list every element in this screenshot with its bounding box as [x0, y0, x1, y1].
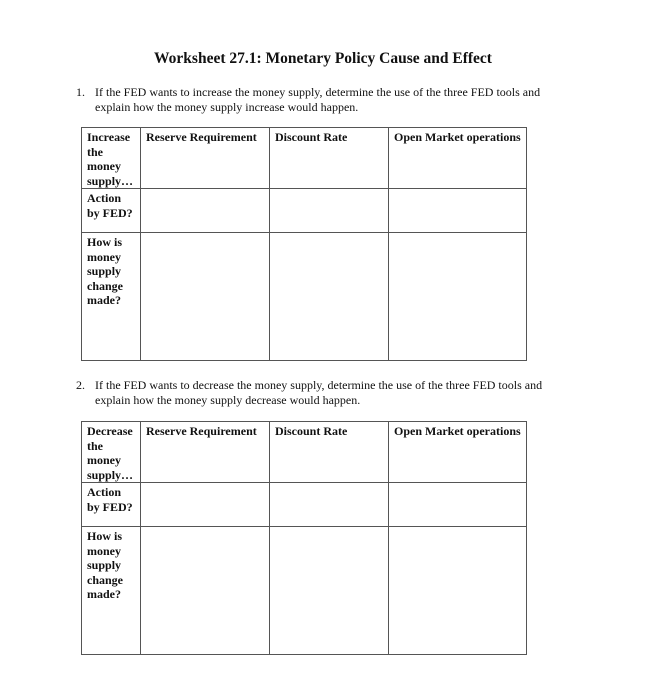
column-header-discount-rate: Discount Rate — [270, 128, 389, 189]
answer-cell-discount-rate-how[interactable] — [270, 233, 389, 361]
table-row-action-by-fed — [82, 483, 527, 527]
answer-cell-discount-rate-how[interactable] — [270, 527, 389, 655]
answer-cell-reserve-requirement-action[interactable] — [141, 483, 270, 527]
column-header-reserve-requirement: Reserve Requirement — [141, 422, 270, 483]
answer-cell-discount-rate-action[interactable] — [270, 483, 389, 527]
increase-money-supply-table — [81, 127, 527, 361]
table-row-how-is-change-made — [82, 527, 527, 655]
column-header-open-market-operations: Open Market operations — [389, 422, 527, 483]
decrease-money-supply-table — [81, 421, 527, 655]
worksheet-title: Worksheet 27.1: Monetary Policy Cause and Effect — [154, 50, 492, 67]
question-2 — [76, 378, 576, 408]
question-text: If the FED wants to decrease the money supply, determine the use of the three FED tools and explain how the money supply decrease would happen. — [95, 378, 543, 407]
table-header-row — [82, 422, 527, 483]
row-label-how-is-change-made: How is money supply change made? — [82, 233, 141, 361]
table-header-row — [82, 128, 527, 189]
row-label-how-is-change-made: How is money supply change made? — [82, 527, 141, 655]
answer-cell-open-market-action[interactable] — [389, 189, 527, 233]
table-row-action-by-fed — [82, 189, 527, 233]
answer-cell-discount-rate-action[interactable] — [270, 189, 389, 233]
question-text: If the FED wants to increase the money supply, determine the use of the three FED tools and explain how the money supply increase would happen. — [95, 85, 541, 114]
column-header-open-market-operations: Open Market operations — [389, 128, 527, 189]
corner-label-cell: Decrease the money supply… — [82, 422, 141, 483]
column-header-reserve-requirement: Reserve Requirement — [141, 128, 270, 189]
answer-cell-reserve-requirement-how[interactable] — [141, 527, 270, 655]
answer-cell-reserve-requirement-how[interactable] — [141, 233, 270, 361]
row-label-action-by-fed: Action by FED? — [82, 189, 141, 233]
question-number: 1. — [76, 85, 85, 99]
answer-cell-open-market-how[interactable] — [389, 527, 527, 655]
question-1 — [76, 85, 576, 115]
answer-cell-reserve-requirement-action[interactable] — [141, 189, 270, 233]
answer-cell-open-market-how[interactable] — [389, 233, 527, 361]
table-row-how-is-change-made — [82, 233, 527, 361]
answer-cell-open-market-action[interactable] — [389, 483, 527, 527]
column-header-discount-rate: Discount Rate — [270, 422, 389, 483]
corner-label-cell: Increase the money supply… — [82, 128, 141, 189]
question-number: 2. — [76, 378, 85, 392]
row-label-action-by-fed: Action by FED? — [82, 483, 141, 527]
